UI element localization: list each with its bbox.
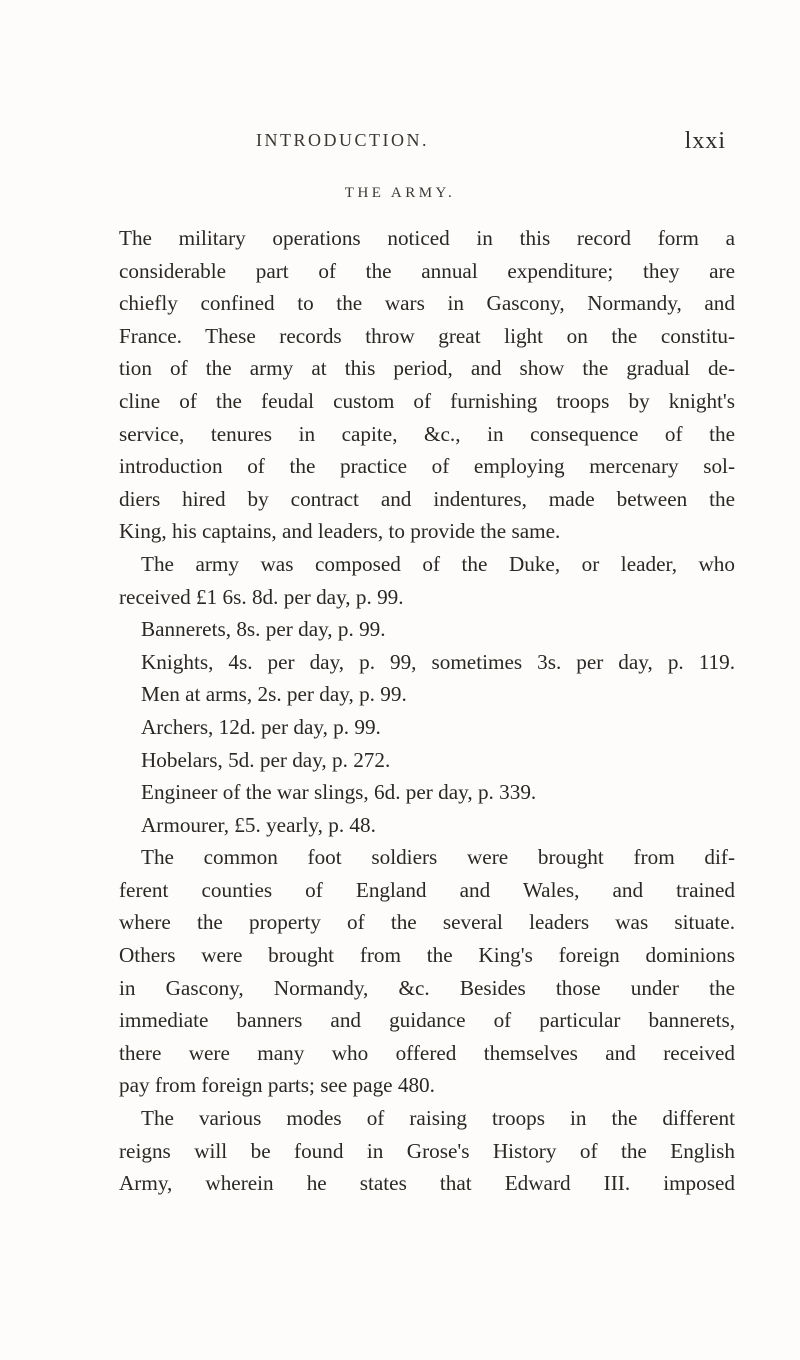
text-line: diers hired by contract and indentures, made between the [119,486,735,511]
text-line: there were many who offered themselves and received [119,1040,735,1065]
section-heading: THE ARMY. [344,185,456,201]
text-line: The military operations noticed in this record form a [119,226,735,250]
text-line: pay from foreign parts; see page 480. [119,1073,435,1098]
text-line: introduction of the practice of employing mercenary sol- [119,454,735,479]
text-line: The army was composed of the Duke, or leader, who [141,551,735,576]
text-line: Hobelars, 5d. per day, p. 272. [141,747,391,772]
text-line: in Gascony, Normandy, &c. Besides those under the [119,975,735,1000]
body-text [119,222,735,1200]
text-line: reigns will be found in Grose's History of the English [119,1138,735,1163]
text-line: Archers, 12d. per day, p. 99. [141,714,381,739]
text-line: Army, wherein he states that Edward III. imposed [119,1171,735,1196]
text-line: cline of the feudal custom of furnishing troops by knight's [119,388,735,413]
text-line: considerable part of the annual expenditure; they are [119,258,735,283]
text-line: Men at arms, 2s. per day, p. 99. [141,682,407,707]
text-line: ferent counties of England and Wales, and trained [119,877,735,902]
text-line: tion of the army at this period, and show the gradual de- [119,356,735,381]
text-line: Knights, 4s. per day, p. 99, sometimes 3s. per day, p. 119. [141,649,735,674]
text-line: Bannerets, 8s. per day, p. 99. [141,617,386,642]
text-line: The various modes of raising troops in the different [141,1106,735,1131]
text-line: Armourer, £5. yearly, p. 48. [141,812,376,837]
text-line: received £1 6s. 8d. per day, p. 99. [119,584,404,609]
text-line: Others were brought from the King's foreign dominions [119,943,735,968]
text-line: chiefly confined to the wars in Gascony, Normandy, and [119,291,735,316]
text-line: service, tenures in capite, &c., in consequence of the [119,421,735,446]
text-line: France. These records throw great light on the constitu- [119,323,735,348]
page-number: lxxi [684,128,726,154]
text-line: where the property of the several leaders was situate. [119,910,735,935]
text-line: The common foot soldiers were brought from dif- [141,845,735,870]
text-line: Engineer of the war slings, 6d. per day, p. 339. [141,780,537,805]
text-line: King, his captains, and leaders, to provide the same. [119,519,561,544]
running-head-title: INTRODUCTION. [256,130,429,150]
text-line: immediate banners and guidance of particular bannerets, [119,1008,735,1033]
